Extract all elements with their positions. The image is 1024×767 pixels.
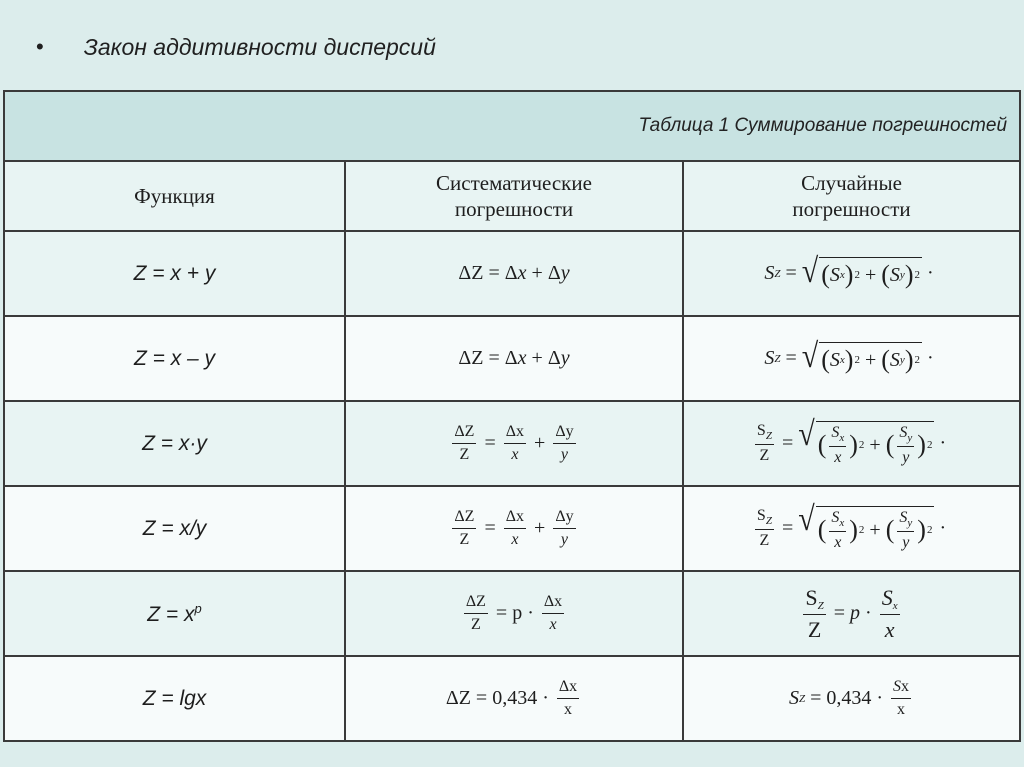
header-systematic-line2: погрешности — [454, 197, 574, 221]
header-random-line1: Случайные — [801, 171, 902, 195]
header-systematic — [345, 161, 683, 231]
random-formula-cell — [683, 316, 1020, 401]
systematic-formula-cell — [345, 231, 683, 316]
function-cell: Z = lgx — [4, 656, 345, 741]
random-formula: S Z = 0,434 · $\frac{Sx}{x}$ — [788, 678, 910, 718]
power-exponent: p — [194, 600, 202, 616]
header-random-line2: погрешности — [792, 197, 911, 221]
bullet-icon: • — [36, 34, 44, 59]
function-cell: Z = x·y — [4, 401, 345, 486]
systematic-formula-cell — [345, 316, 683, 401]
table-caption: Таблица 1 Суммирование погрешностей — [4, 91, 1020, 161]
slide-heading — [36, 22, 436, 72]
header-function: Функция — [4, 161, 345, 231]
function-cell: Z = x + y — [4, 231, 345, 316]
random-formula: S Z = √ ( S x ) 2 + ( S y ) 2 · — [764, 337, 934, 376]
function-cell — [4, 571, 345, 656]
log-coefficient-random: 0,434 — [826, 687, 872, 709]
systematic-formula: ΔZ = 0,434 · $\frac{\Delta x}{x}$ — [445, 678, 578, 718]
systematic-formula: $\frac{\Delta Z}{Z}$ = $\frac{\Delta x}{x}$ + $\frac{\Delta y}{y}$ — [454, 423, 574, 463]
random-formula-cell — [683, 656, 1020, 741]
table-row — [4, 231, 1020, 316]
function-cell: Z = x – y — [4, 316, 345, 401]
random-formula-cell — [683, 231, 1020, 316]
systematic-formula-cell — [345, 486, 683, 571]
random-formula: $\frac{S_Z}{Z}$ = p · $\frac{S_x}{x}$ — [805, 584, 898, 642]
systematic-formula-cell — [345, 571, 683, 656]
power-p-random: p — [850, 602, 861, 624]
table-row — [4, 486, 1020, 571]
table-row — [4, 316, 1020, 401]
systematic-formula-cell — [345, 401, 683, 486]
function-cell: Z = x/y — [4, 486, 345, 571]
error-summation-table — [3, 90, 1021, 742]
table-row — [4, 401, 1020, 486]
table-row — [4, 571, 1020, 656]
random-formula: $\frac{S_Z}{Z}$ = √ ( $\frac{S_x}{x}$ ) 2 + ( $\frac{S_y}{y}$ ) 2 · — [756, 499, 947, 551]
random-formula-cell — [683, 571, 1020, 656]
log-coefficient: 0,434 — [492, 687, 538, 709]
random-formula-cell — [683, 486, 1020, 571]
systematic-formula: ΔZ = Δ x + Δ y — [458, 347, 570, 369]
random-formula-cell — [683, 401, 1020, 486]
function-power-text: Z = x — [147, 602, 195, 626]
slide-title: Закон аддитивности дисперсий — [83, 33, 436, 60]
systematic-formula-cell — [345, 656, 683, 741]
header-systematic-line1: Систематические — [436, 171, 592, 195]
power-p: p — [512, 602, 523, 624]
random-formula: $\frac{S_Z}{Z}$ = √ ( $\frac{S_x}{x}$ ) 2 + ( $\frac{S_y}{y}$ ) 2 · — [756, 414, 947, 466]
systematic-formula: ΔZ = Δ x + Δ y — [458, 262, 570, 284]
random-formula: S Z = √ ( S x ) 2 + ( S y ) 2 · — [764, 252, 934, 291]
systematic-formula: $\frac{\Delta Z}{Z}$ = p · $\frac{\Delta x}{x}$ — [465, 593, 563, 633]
systematic-formula: $\frac{\Delta Z}{Z}$ = $\frac{\Delta x}{x}$ + $\frac{\Delta y}{y}$ — [454, 508, 574, 548]
table-row — [4, 656, 1020, 741]
header-random — [683, 161, 1020, 231]
